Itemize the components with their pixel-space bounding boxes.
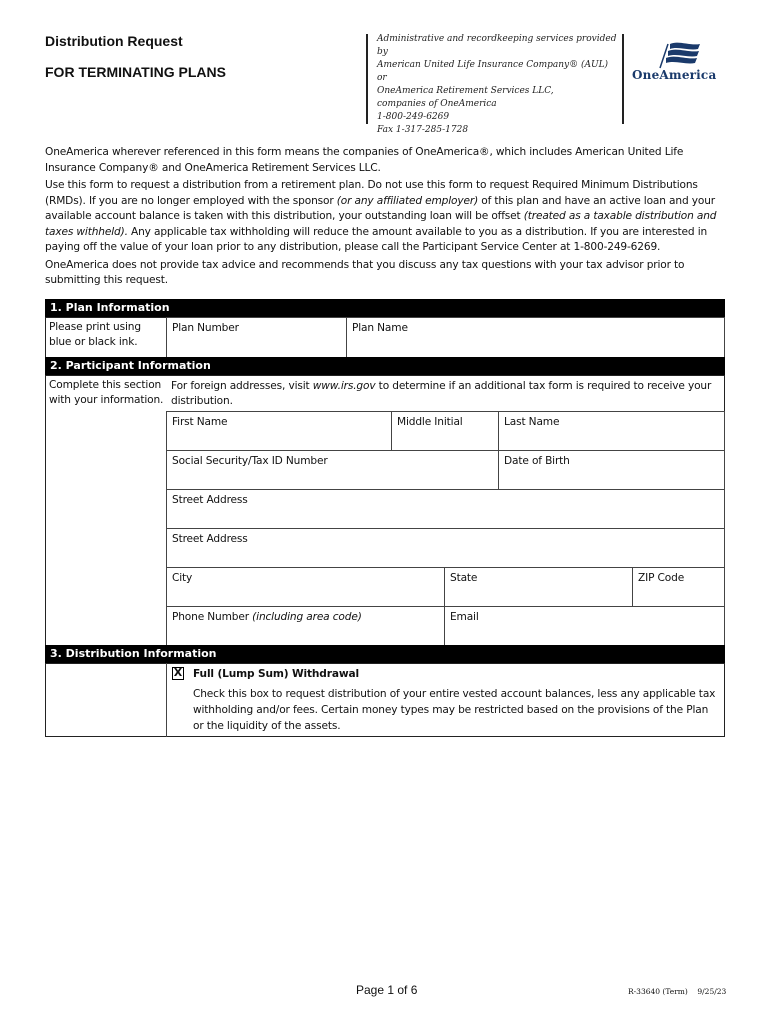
admin-phone: 1-800-249-6269 (377, 112, 450, 122)
page-number: Page 1 of 6 (356, 983, 418, 997)
last-name-field[interactable]: Last Name (498, 411, 725, 451)
section-1-header: 1. Plan Information (45, 299, 725, 317)
admin-fax: Fax 1-317-285-1728 (377, 125, 469, 135)
street-address-field-2[interactable]: Street Address (166, 528, 725, 568)
logo-wordmark: OneAmerica (632, 68, 717, 82)
admin-line: OneAmerica Retirement Services LLC, (377, 86, 554, 96)
section-1-side-note: Please print using blue or black ink. (49, 321, 141, 348)
zip-code-field[interactable]: ZIP Code (632, 567, 725, 607)
full-withdrawal-checkbox[interactable]: X (173, 666, 183, 679)
middle-initial-field[interactable]: Middle Initial (391, 411, 499, 451)
plan-name-field[interactable]: Plan Name (346, 317, 725, 358)
email-field[interactable]: Email (444, 606, 725, 647)
date-of-birth-field[interactable]: Date of Birth (498, 450, 725, 490)
foreign-address-note: For foreign addresses, visit www.irs.gov to determine if an additional tax form is required to receive your distribution. (171, 380, 712, 407)
admin-line: American United Life Insurance Company® (AUL) or (377, 60, 609, 83)
intro-paragraph-2: Use this form to request a distribution from a retirement plan. Do not use this form to request Required Minimum Distributions (RMDs). If you are no longer employed with the sponsor (or any affiliated employer) of this plan and have an active loan and your available account balance is taken with this distribution, your outstanding loan will be offset (treated as a taxable distribution and taxes withheld). Any applicable tax withholding will reduce the amount available to you as a distribution. If you are interested in paying off the value of your loan prior to any distribution, please call the Participant Service Center at 1-800-249-6269. (45, 179, 717, 253)
oneamerica-logo (632, 38, 747, 88)
irs-link[interactable]: www.irs.gov (312, 380, 376, 392)
header-divider-left (366, 34, 368, 124)
plan-number-field[interactable]: Plan Number (166, 317, 347, 358)
intro-paragraph-1: OneAmerica wherever referenced in this form means the companies of OneAmerica®, which includes American United Life Insurance Company® and OneAmerica Retirement Services LLC. (45, 146, 684, 174)
admin-line: companies of OneAmerica (377, 99, 497, 109)
form-id: R-33640 (Term) 9/25/23 (628, 987, 727, 996)
admin-services-block (377, 33, 617, 137)
section-3-divider (166, 663, 167, 737)
full-withdrawal-label: Full (Lump Sum) Withdrawal (193, 668, 359, 680)
first-name-field[interactable]: First Name (166, 411, 392, 451)
full-withdrawal-description: Check this box to request distribution of your entire vested account balances, less any applicable tax withholding and/or fees. Certain money types may be restricted based on the provisions of the Plan or the liquidity of the assets. (193, 688, 716, 732)
street-address-field-1[interactable]: Street Address (166, 489, 725, 529)
intro-text (45, 145, 725, 291)
section-2-header: 2. Participant Information (45, 357, 725, 375)
form-subtitle: FOR TERMINATING PLANS (45, 64, 226, 80)
ssn-field[interactable]: Social Security/Tax ID Number (166, 450, 499, 490)
intro-paragraph-3: OneAmerica does not provide tax advice and recommends that you discuss any tax questions with your tax advisor prior to submitting this request. (45, 258, 685, 286)
state-field[interactable]: State (444, 567, 633, 607)
admin-line: Administrative and recordkeeping services provided by (377, 34, 617, 57)
phone-number-field[interactable]: Phone Number (including area code) (166, 606, 445, 647)
section-2-side-note: Complete this section with your information. (49, 379, 164, 406)
header-divider-right (622, 34, 624, 124)
city-field[interactable]: City (166, 567, 445, 607)
section-3-header: 3. Distribution Information (45, 645, 725, 663)
form-title: Distribution Request (45, 33, 183, 49)
